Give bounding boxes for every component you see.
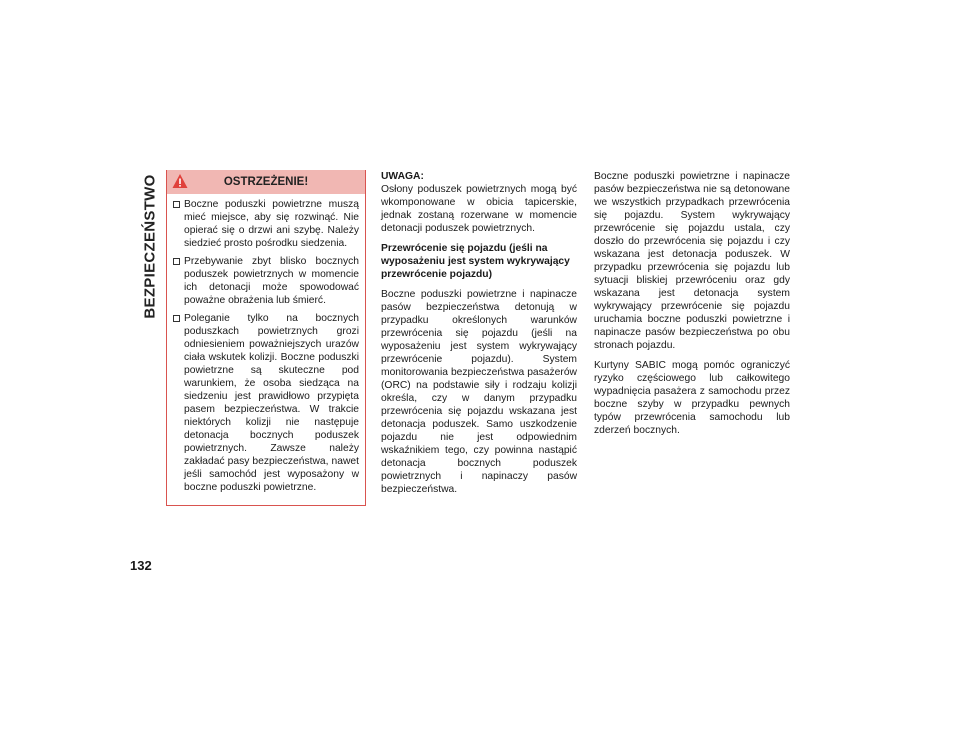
warning-item-text: Boczne poduszki powietrzne muszą mieć miejsce, aby się rozwinąć. Nie opierać się o drzwi ani szybę. Należy siedzieć prosto pośrodku siedzenia. (184, 199, 359, 249)
warning-item-text: Poleganie tylko na bocznych poduszkach powietrznych grozi odniesieniem poważniejszych urazów ciała wskutek kolizji. Boczne poduszki powietrzne są skuteczne pod warunkiem, że osoba siedząca na siedzeniu jest prawidłowo przypięta pasem bezpieczeństwa. W trakcie niektórych kolizji nie następuje detonacja bocznych poduszek powietrznych. Zawsze należy zakładać pasy bezpieczeństwa, nawet jeśli samochód jest wyposażony w boczne poduszki powietrzne. (184, 313, 359, 493)
warning-box (166, 170, 366, 506)
text-column-middle (381, 170, 577, 503)
warning-list (167, 194, 365, 505)
section-heading: Przewrócenie się pojazdu (jeśli na wyposażeniu jest system wykrywający przewrócenie pojazdu) (381, 243, 570, 280)
warning-triangle-icon (172, 173, 188, 189)
square-bullet-icon (173, 201, 180, 208)
body-paragraph: Kurtyny SABIC mogą pomóc ograniczyć ryzyko częściowego lub całkowitego wypadnięcia pasażera z samochodu przez boczne szyby w przypadku pewnych typów przewrócenia samochodu lub zderzeń bocznych. (594, 360, 790, 436)
square-bullet-icon (173, 315, 180, 322)
warning-header (167, 170, 365, 194)
square-bullet-icon (173, 258, 180, 265)
section-title: BEZPIECZEŃSTWO (141, 173, 159, 319)
body-paragraph: Boczne poduszki powietrzne i napinacze pasów bezpieczeństwa detonują w przypadku określonych warunków przewrócenia się pojazdu (jeśli na wyposażeniu jest system wykrywający przewrócenie pojazdu). System monitorowania bezpieczeństwa pasażerów (ORC) na podstawie siły i rodzaju kolizji określa, czy w danym przypadku przewrócenia się pojazdu wskazana jest detonacja poduszek. Samo uszkodzenie pojazdu nie jest odpowiednim wskaźnikiem tego, czy powinna nastąpić detonacja bocznych poduszek powietrznych i napinaczy pasów bezpieczeństwa. (381, 289, 577, 495)
page-number: 132 (130, 558, 152, 573)
note-text: Osłony poduszek powietrznych mogą być wkomponowane w obicia tapicerskie, jednak zostaną rozerwane w momencie detonacji poduszek powietrznych. (381, 184, 577, 234)
list-item (173, 255, 359, 307)
note-label: UWAGA: (381, 171, 424, 182)
warning-item-text: Przebywanie zbyt blisko bocznych poduszek powietrznych w momencie ich detonacji może spowodować poważne obrażenia lub śmierć. (184, 256, 359, 306)
section-side-tab (138, 172, 162, 320)
warning-title: OSTRZEŻENIE! (223, 176, 309, 188)
list-item (173, 198, 359, 250)
list-item (173, 312, 359, 494)
body-paragraph: Boczne poduszki powietrzne i napinacze pasów bezpieczeństwa nie są detonowane we wszystkich przypadkach przewrócenia się pojazdu. System wykrywający przewrócenie się pojazdu ustala, czy doszło do przewrócenia się pojazdu i czy wskazana jest detonacja poduszek. W przypadku przewrócenia się pojazdu lub sytuacji bliskiej przewróceniu oraz gdy wskazana jest detonacja system wykrywający przewrócenie się pojazdu uruchamia boczne poduszki powietrzne i napinacze pasów bezpieczeństwa po obu stronach pojazdu. (594, 171, 790, 351)
text-column-right (594, 170, 790, 444)
